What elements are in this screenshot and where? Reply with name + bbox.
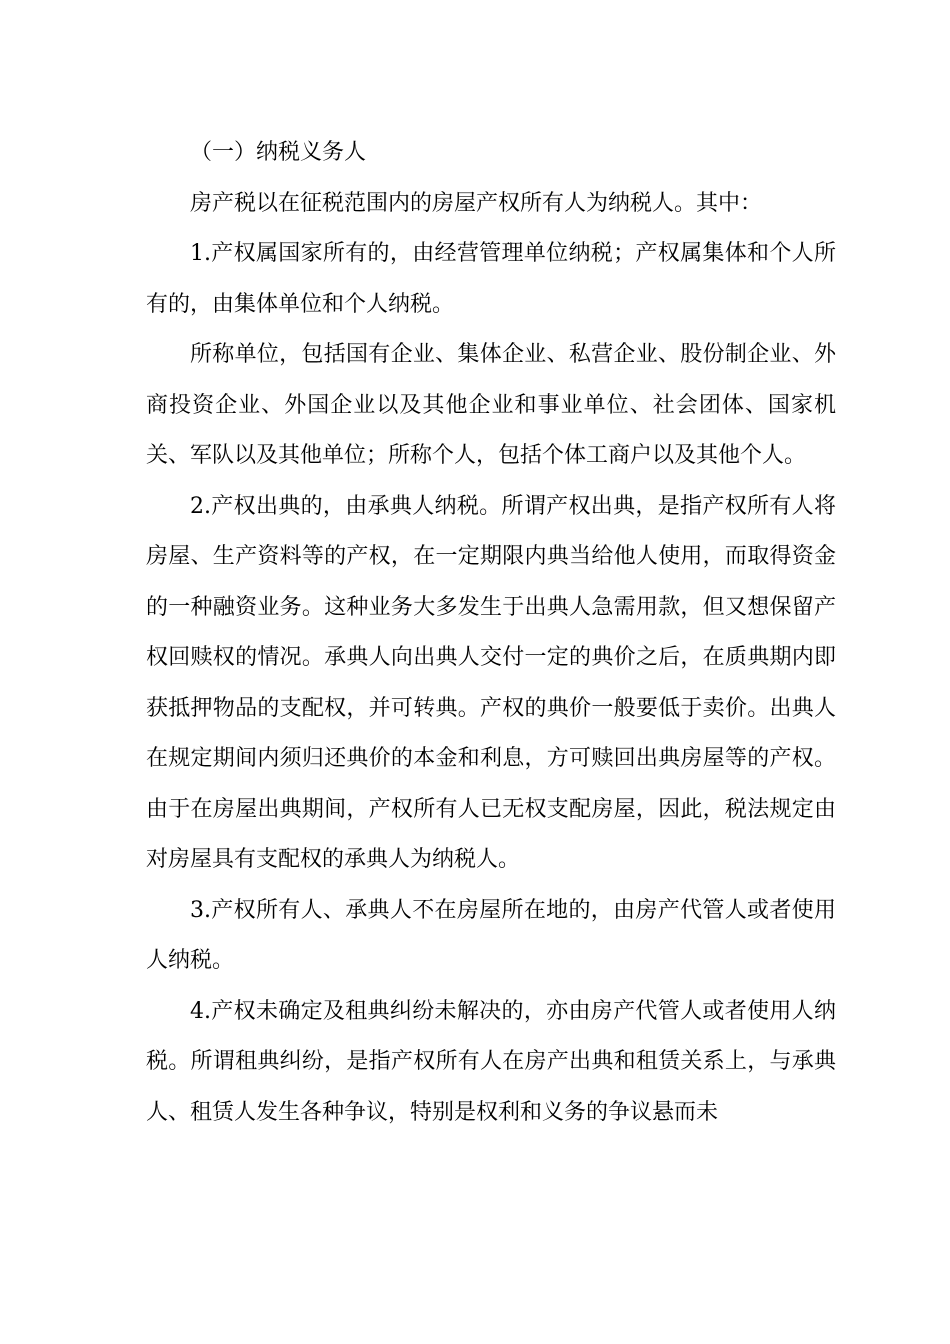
paragraph-item-1: 1.产权属国家所有的，由经营管理单位纳税；产权属集体和个人所有的，由集体单位和个人纳税。 (146, 241, 836, 317)
paragraph-intro: 房产税以在征税范围内的房屋产权所有人为纳税人。其中： (190, 190, 763, 216)
paragraph-item-2: 2.产权出典的，由承典人纳税。所谓产权出典，是指产权所有人将房屋、生产资料等的产权，在一定期限内典当给他人使用，而取得资金的一种融资业务。这种业务大多发生于出典人急需用款，但又想保留产权回赎权的情况。承典人向出典人交付一定的典价之后，在质典期内即获抵押物品的支配权，并可转典。产权的典价一般要低于卖价。出典人在规定期间内须归还典价的本金和利息，方可赎回出典房屋等的产权。由于在房屋出典期间，产权所有人已无权支配房屋，因此，税法规定由对房屋具有支配权的承典人为纳税人。 (146, 493, 836, 872)
paragraph-item-3: 3.产权所有人、承典人不在房屋所在地的，由房产代管人或者使用人纳税。 (146, 897, 836, 973)
paragraph-item-4: 4.产权未确定及租典纠纷未解决的，亦由房产代管人或者使用人纳税。所谓租典纠纷，是指产权所有人在房产出典和租赁关系上，与承典人、租赁人发生各种争议，特别是权利和义务的争议悬而未 (146, 998, 836, 1125)
section-heading: （一）纳税义务人 (190, 140, 367, 165)
document-body (146, 128, 836, 1138)
paragraph-units-definition: 所称单位，包括国有企业、集体企业、私营企业、股份制企业、外商投资企业、外国企业以及其他企业和事业单位、社会团体、国家机关、军队以及其他单位；所称个人，包括个体工商户以及其他个人。 (146, 342, 836, 468)
